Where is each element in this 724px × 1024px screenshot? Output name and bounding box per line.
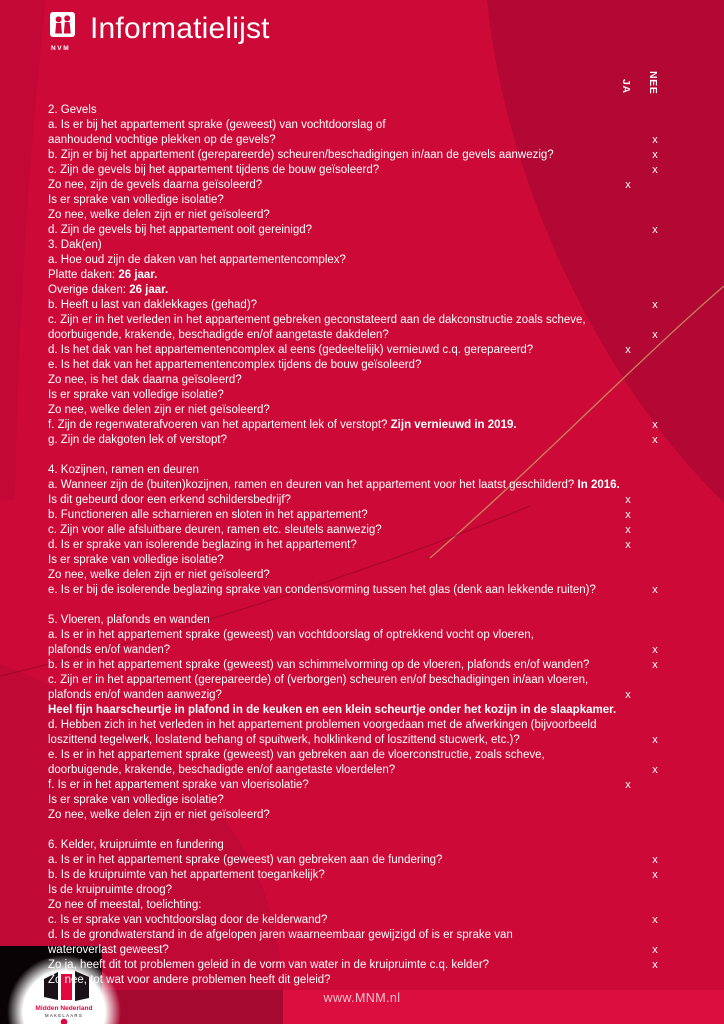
question-row [48, 478, 708, 493]
nee-mark: x [652, 869, 658, 881]
question-text: e. Is er bij de isolerende beglazing sprake van condensvorming tussen het glas (denk aan lekkende ruiten)? [48, 584, 596, 596]
question-row [48, 703, 708, 718]
question-text: Is de kruipruimte droog? [48, 884, 173, 896]
question-row [48, 253, 708, 268]
nee-mark: x [652, 854, 658, 866]
question-row [48, 538, 708, 553]
question-row [48, 298, 708, 313]
question-text: d. Is er sprake van isolerende beglazing in het appartement? [48, 539, 357, 551]
question-text: a. Wanneer zijn de (buiten)kozijnen, ramen en deuren van het appartement voor het laatst geschilderd? [48, 479, 578, 491]
question-row [48, 388, 708, 403]
question-text: plafonds en/of wanden aanwezig? [48, 689, 222, 701]
website-url: www.MNM.nl [323, 991, 401, 1005]
question-text: Zo nee of meestal, toelichting: [48, 899, 202, 911]
question-text: Is er sprake van volledige isolatie? [48, 389, 224, 401]
question-row [48, 493, 708, 508]
question-text: e. Is het dak van het appartementencomplex tijdens de bouw geïsoleerd? [48, 359, 422, 371]
section-heading: 6. Kelder, kruipruimte en fundering [48, 839, 224, 851]
nee-mark: x [652, 764, 658, 776]
question-row [48, 523, 708, 538]
nee-mark: x [652, 164, 658, 176]
question-text: d. Is de grondwaterstand in de afgelopen jaren waarneembaar gewijzigd of is er sprake van [48, 929, 513, 941]
section-3 [48, 238, 708, 448]
question-text: a. Is er bij het appartement sprake (geweest) van vochtdoorslag of [48, 119, 386, 131]
question-text: Zo nee, welke delen zijn er niet geïsoleerd? [48, 809, 270, 821]
question-row [48, 313, 708, 328]
ja-mark: x [625, 494, 631, 506]
question-row [48, 913, 708, 928]
question-row [48, 418, 708, 433]
question-row [48, 343, 708, 358]
ja-mark: x [625, 779, 631, 791]
nvm-logo [50, 12, 78, 52]
question-row [48, 628, 708, 643]
question-row [48, 868, 708, 883]
question-row [48, 508, 708, 523]
ja-mark: x [625, 344, 631, 356]
nee-mark: x [652, 224, 658, 236]
question-row [48, 928, 708, 943]
question-row [48, 328, 708, 343]
question-row [48, 958, 708, 973]
question-row [48, 943, 708, 958]
questionnaire [48, 103, 708, 988]
column-header-ja: JA [620, 79, 632, 94]
question-row [48, 358, 708, 373]
question-row [48, 583, 708, 598]
question-text: Zo nee, is het dak daarna geïsoleerd? [48, 374, 242, 386]
question-text: Is er sprake van volledige isolatie? [48, 794, 224, 806]
question-text: Zo nee, tot wat voor andere problemen heeft dit geleid? [48, 974, 331, 986]
nvm-logo-icon [50, 12, 76, 39]
question-text: f. Is er in het appartement sprake van vloerisolatie? [48, 779, 309, 791]
question-text: Zo nee, welke delen zijn er niet geïsoleerd? [48, 209, 270, 221]
question-text: b. Zijn er bij het appartement (gerepareerde) scheuren/beschadigingen in/aan de gevels aanwezig? [48, 149, 554, 161]
nvm-logo-text: NVM [51, 45, 71, 52]
question-text: c. Zijn er in het verleden in het appartement gebreken geconstateerd aan de dakconstructie zoals scheve, [48, 314, 586, 326]
page-title: Informatielijst [90, 12, 270, 45]
column-header-nee: NEE [647, 70, 659, 94]
ja-mark: x [625, 524, 631, 536]
ja-mark: x [625, 689, 631, 701]
question-text: b. Is de kruipruimte van het appartement toegankelijk? [48, 869, 325, 881]
question-text: Is er sprake van volledige isolatie? [48, 554, 224, 566]
question-row [48, 133, 708, 148]
nee-mark: x [652, 329, 658, 341]
question-text: g. Zijn de dakgoten lek of verstopt? [48, 434, 227, 446]
question-text: Zo nee, zijn de gevels daarna geïsoleerd? [48, 179, 263, 191]
question-row [48, 808, 708, 823]
question-text: e. Is er in het appartement sprake (geweest) van gebreken aan de vloerconstructie, zoals scheve, [48, 749, 545, 761]
question-text: doorbuigende, krakende, beschadigde en/of aangetaste vloerdelen? [48, 764, 396, 776]
question-text: wateroverlast geweest? [48, 944, 169, 956]
question-row [48, 688, 708, 703]
question-row [48, 223, 708, 238]
question-text: a. Is er in het appartement sprake (geweest) van gebreken aan de fundering? [48, 854, 443, 866]
agency-subtitle: MAKELAARS [45, 1013, 83, 1018]
question-row [48, 283, 708, 298]
section-6 [48, 838, 708, 988]
nee-mark: x [652, 419, 658, 431]
section-heading: 5. Vloeren, plafonds en wanden [48, 614, 210, 626]
agency-name: Midden Nederland [35, 1005, 93, 1012]
question-text: f. Zijn de regenwaterafvoeren van het appartement lek of verstopt? [48, 419, 391, 431]
question-row [48, 763, 708, 778]
section-heading: 3. Dak(en) [48, 239, 102, 251]
question-row [48, 373, 708, 388]
question-text: a. Hoe oud zijn de daken van het appartementencomplex? [48, 254, 346, 266]
section-heading: 2. Gevels [48, 104, 97, 116]
question-text: Zo nee, welke delen zijn er niet geïsoleerd? [48, 404, 270, 416]
question-row [48, 148, 708, 163]
nee-mark: x [652, 644, 658, 656]
question-text: c. Zijn er in het appartement (gerepareerde) of (verborgen) scheuren en/of beschadigingen in/aan vloeren, [48, 674, 589, 686]
nee-mark: x [652, 134, 658, 146]
question-text: d. Is het dak van het appartementencomplex al eens (gedeeltelijk) vernieuwd c.q. gerepareerd? [48, 344, 534, 356]
nee-mark: x [652, 584, 658, 596]
question-answer-text: Zijn vernieuwd in 2019. [390, 419, 517, 431]
question-answer-text: In 2016. [577, 479, 620, 491]
question-text: plafonds en/of wanden? [48, 644, 171, 656]
question-row [48, 973, 708, 988]
section-4 [48, 463, 708, 598]
question-row [48, 643, 708, 658]
nee-mark: x [652, 149, 658, 161]
question-row [48, 193, 708, 208]
question-row [48, 208, 708, 223]
question-row [48, 178, 708, 193]
question-row [48, 748, 708, 763]
question-text: c. Is er sprake van vochtdoorslag door de kelderwand? [48, 914, 328, 926]
question-text: d. Zijn de gevels bij het appartement ooit gereinigd? [48, 224, 313, 236]
question-answer-text: Heel fijn haarscheurtje in plafond in de keuken en een klein scheurtje onder het kozijn in de slaapkamer. [48, 704, 617, 716]
question-row [48, 268, 708, 283]
header [50, 12, 270, 52]
question-row [48, 898, 708, 913]
question-text: b. Functioneren alle scharnieren en sloten in het appartement? [48, 509, 368, 521]
nee-mark: x [652, 299, 658, 311]
question-row [48, 883, 708, 898]
question-text: Zo ja, heeft dit tot problemen geleid in de vorm van water in de kruipruimte c.q. kelder? [48, 959, 490, 971]
question-row [48, 568, 708, 583]
question-text: loszittend tegelwerk, loslatend behang of spuitwerk, holklinkend of loszittend stucwerk, etc.)? [48, 734, 520, 746]
question-row [48, 718, 708, 733]
question-row [48, 778, 708, 793]
question-row [48, 433, 708, 448]
question-row [48, 673, 708, 688]
question-row [48, 853, 708, 868]
section-2 [48, 103, 708, 238]
nee-mark: x [652, 659, 658, 671]
question-text: aanhoudend vochtige plekken op de gevels? [48, 134, 276, 146]
nee-mark: x [652, 944, 658, 956]
question-row [48, 118, 708, 133]
question-row [48, 793, 708, 808]
question-text: c. Zijn voor alle afsluitbare deuren, ramen etc. sleutels aanwezig? [48, 524, 382, 536]
question-text: doorbuigende, krakende, beschadigde en/of aangetaste dakdelen? [48, 329, 389, 341]
question-row [48, 658, 708, 673]
question-row [48, 403, 708, 418]
nee-mark: x [652, 914, 658, 926]
ja-mark: x [625, 539, 631, 551]
question-text: b. Is er in het appartement sprake (geweest) van schimmelvorming op de vloeren, plafonds en/of wanden? [48, 659, 590, 671]
section-5 [48, 613, 708, 823]
nee-mark: x [652, 734, 658, 746]
question-text: Is er sprake van volledige isolatie? [48, 194, 224, 206]
question-text: Zo nee, welke delen zijn er niet geïsoleerd? [48, 569, 270, 581]
question-text: Platte daken: [48, 269, 119, 281]
section-heading: 4. Kozijnen, ramen en deuren [48, 464, 199, 476]
ja-mark: x [625, 509, 631, 521]
question-answer-text: 26 jaar. [129, 284, 169, 296]
question-answer-text: 26 jaar. [118, 269, 158, 281]
nee-mark: x [652, 434, 658, 446]
question-text: a. Is er in het appartement sprake (geweest) van vochtdoorslag of optrekkend vocht op vloeren, [48, 629, 534, 641]
question-row [48, 553, 708, 568]
question-text: c. Zijn de gevels bij het appartement tijdens de bouw geïsoleerd? [48, 164, 380, 176]
question-row [48, 163, 708, 178]
nee-mark: x [652, 959, 658, 971]
question-text: Is dit gebeurd door een erkend schildersbedrijf? [48, 494, 291, 506]
ja-mark: x [625, 179, 631, 191]
question-row [48, 733, 708, 748]
question-text: d. Hebben zich in het verleden in het appartement problemen voorgedaan met de afwerkingen (bijvoorbeeld [48, 719, 597, 731]
question-text: Overige daken: [48, 284, 130, 296]
question-text: b. Heeft u last van daklekkages (gehad)? [48, 299, 258, 311]
